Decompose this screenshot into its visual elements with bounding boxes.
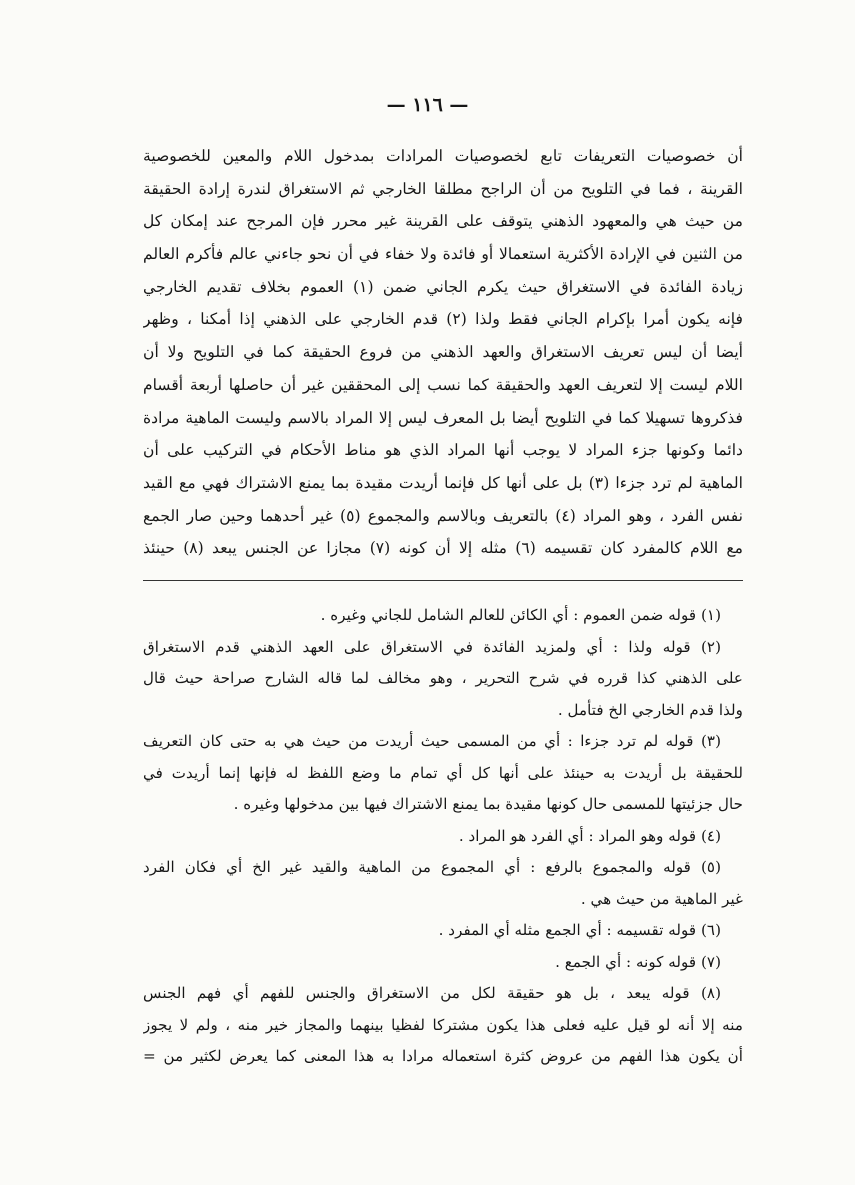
text-line: من حيث هي والمعهود الذهني يتوقف على القرينة غير محرر فإن المرجح عند إمكان كل xyxy=(143,212,743,231)
footnote-line: (٧) قوله كونه : أي الجمع . xyxy=(555,952,721,971)
footnote-5 xyxy=(143,852,743,915)
footnote-line: حال جزئيتها للمسمى حال كونها مقيدة بما يمنع الاشتراك فيها بين مدخولها وغيره . xyxy=(233,795,743,813)
text-line: مع اللام كالمفرد كان تقسيمه (٦) مثله إلا أن كونه (٧) مجازا عن الجنس يبعد (٨) حينئذ xyxy=(143,539,743,558)
text-line: اللام ليست إلا لتعريف العهد والحقيقة كما نسب إلى المحققين غير أن حاصلها أربعة أقسام xyxy=(143,375,743,394)
footnote-line: (٤) قوله وهو المراد : أي الفرد هو المراد . xyxy=(458,826,721,845)
footnote-line: على الذهني كذا قرره في شرح التحرير ، وهو مخالف لما قاله الشارح صراحة حيث قال xyxy=(143,669,743,687)
text-line: أن خصوصيات التعريفات تابع لخصوصيات المرادات بمدخول اللام والمعين للخصوصية xyxy=(143,147,743,165)
text-line: القرينة ، فما في التلويح من أن الراجح مطلقا الخارجي ثم الاستغراق لندرة إرادة الحقيقة xyxy=(143,179,743,198)
footnote-separator xyxy=(143,580,743,581)
main-text xyxy=(143,140,743,565)
footnote-2 xyxy=(143,632,743,727)
footnote-line: منه إلا أنه لو قيل عليه فعلى هذا يكون مشتركا لفظيا بينهما والمجاز خير منه ، ولم لا يجوز xyxy=(143,1015,743,1034)
footnote-line: ولذا قدم الخارجي الخ فتأمل . xyxy=(557,700,743,719)
footnote-line: (٥) قوله والمجموع بالرفع : أي المجموع من الماهية والقيد غير الخ أي فكان الفرد xyxy=(143,858,721,876)
text-line: فذكروها تسهيلا كما في التلويح أيضا بل المعرف ليس إلا المراد بالاسم وليست الماهية مرادة xyxy=(143,408,743,427)
footnote-line: (٦) قوله تقسيمه : أي الجمع مثله أي المفرد . xyxy=(438,921,721,939)
footnote-6 xyxy=(143,915,743,947)
footnote-line: (٣) قوله لم ترد جزءا : أي من المسمى حيث أريدت من حيث هي به حتى كان التعريف xyxy=(143,732,721,750)
footnote-line: (٢) قوله ولذا : أي ولمزيد الفائدة في الاستغراق على العهد الذهني قدم الاستغراق xyxy=(143,637,721,656)
text-line: زيادة الفائدة في الاستغراق حيث يكرم الجاني ضمن (١) العموم بخلاف تقديم الخارجي xyxy=(143,277,743,296)
text-line: فإنه يكون أمرا بإكرام الجاني فقط ولذا (٢) قدم الخارجي على الذهني إذا أمكنا ، وظهر xyxy=(143,310,743,329)
footnote-8 xyxy=(143,978,743,1073)
footnote-7 xyxy=(143,947,743,979)
footnote-4 xyxy=(143,821,743,853)
page-number: — ١١٦ — xyxy=(386,94,469,116)
footnote-line: أن يكون هذا الفهم من عروض كثرة استعماله مرادا به هذا المعنى كما يعرض لكثير من = xyxy=(143,1047,743,1065)
footnote-line: (٨) قوله يبعد ، بل هو حقيقة لكل من الاستغراق والجنس للفهم أي فهم الجنس xyxy=(143,984,721,1002)
footnotes xyxy=(143,600,743,1073)
footnote-1 xyxy=(143,600,743,632)
text-line: الماهية لم ترد جزءا (٣) بل على أنها كل فإنما أريدت مقيدة بما يمنع الاشتراك فهي مع القيد xyxy=(143,473,743,492)
text-line: أيضا أن ليس تعريف الاستغراق والعهد الذهني من فروع الحقيقة كما في التلويح ولا أن xyxy=(143,343,743,362)
footnote-line: غير الماهية من حيث هي . xyxy=(580,889,743,908)
footnote-3 xyxy=(143,726,743,821)
text-line: من الثنين في الإرادة الأكثرية استعمالا أو فائدة ولا خفاء في أن نحو جاءني عالم فأكرم العالم xyxy=(143,245,743,264)
text-line: نفس الفرد ، وهو المراد (٤) بالتعريف وبالاسم والمجموع (٥) غير أحدهما وحين صار الجمع xyxy=(143,506,743,525)
footnote-line: (١) قوله ضمن العموم : أي الكائن للعالم الشامل للجاني وغيره . xyxy=(320,606,721,624)
footnote-line: للحقيقة بل أريدت به حينئذ على أنها كل أي تمام ما وضع اللفظ له فإنها إنما أريدت في xyxy=(143,763,743,782)
text-line: دائما وكونها جزء المراد لا يوجب أنها المراد الذي هو مناط الأحكام في التركيب على أن xyxy=(143,441,743,460)
